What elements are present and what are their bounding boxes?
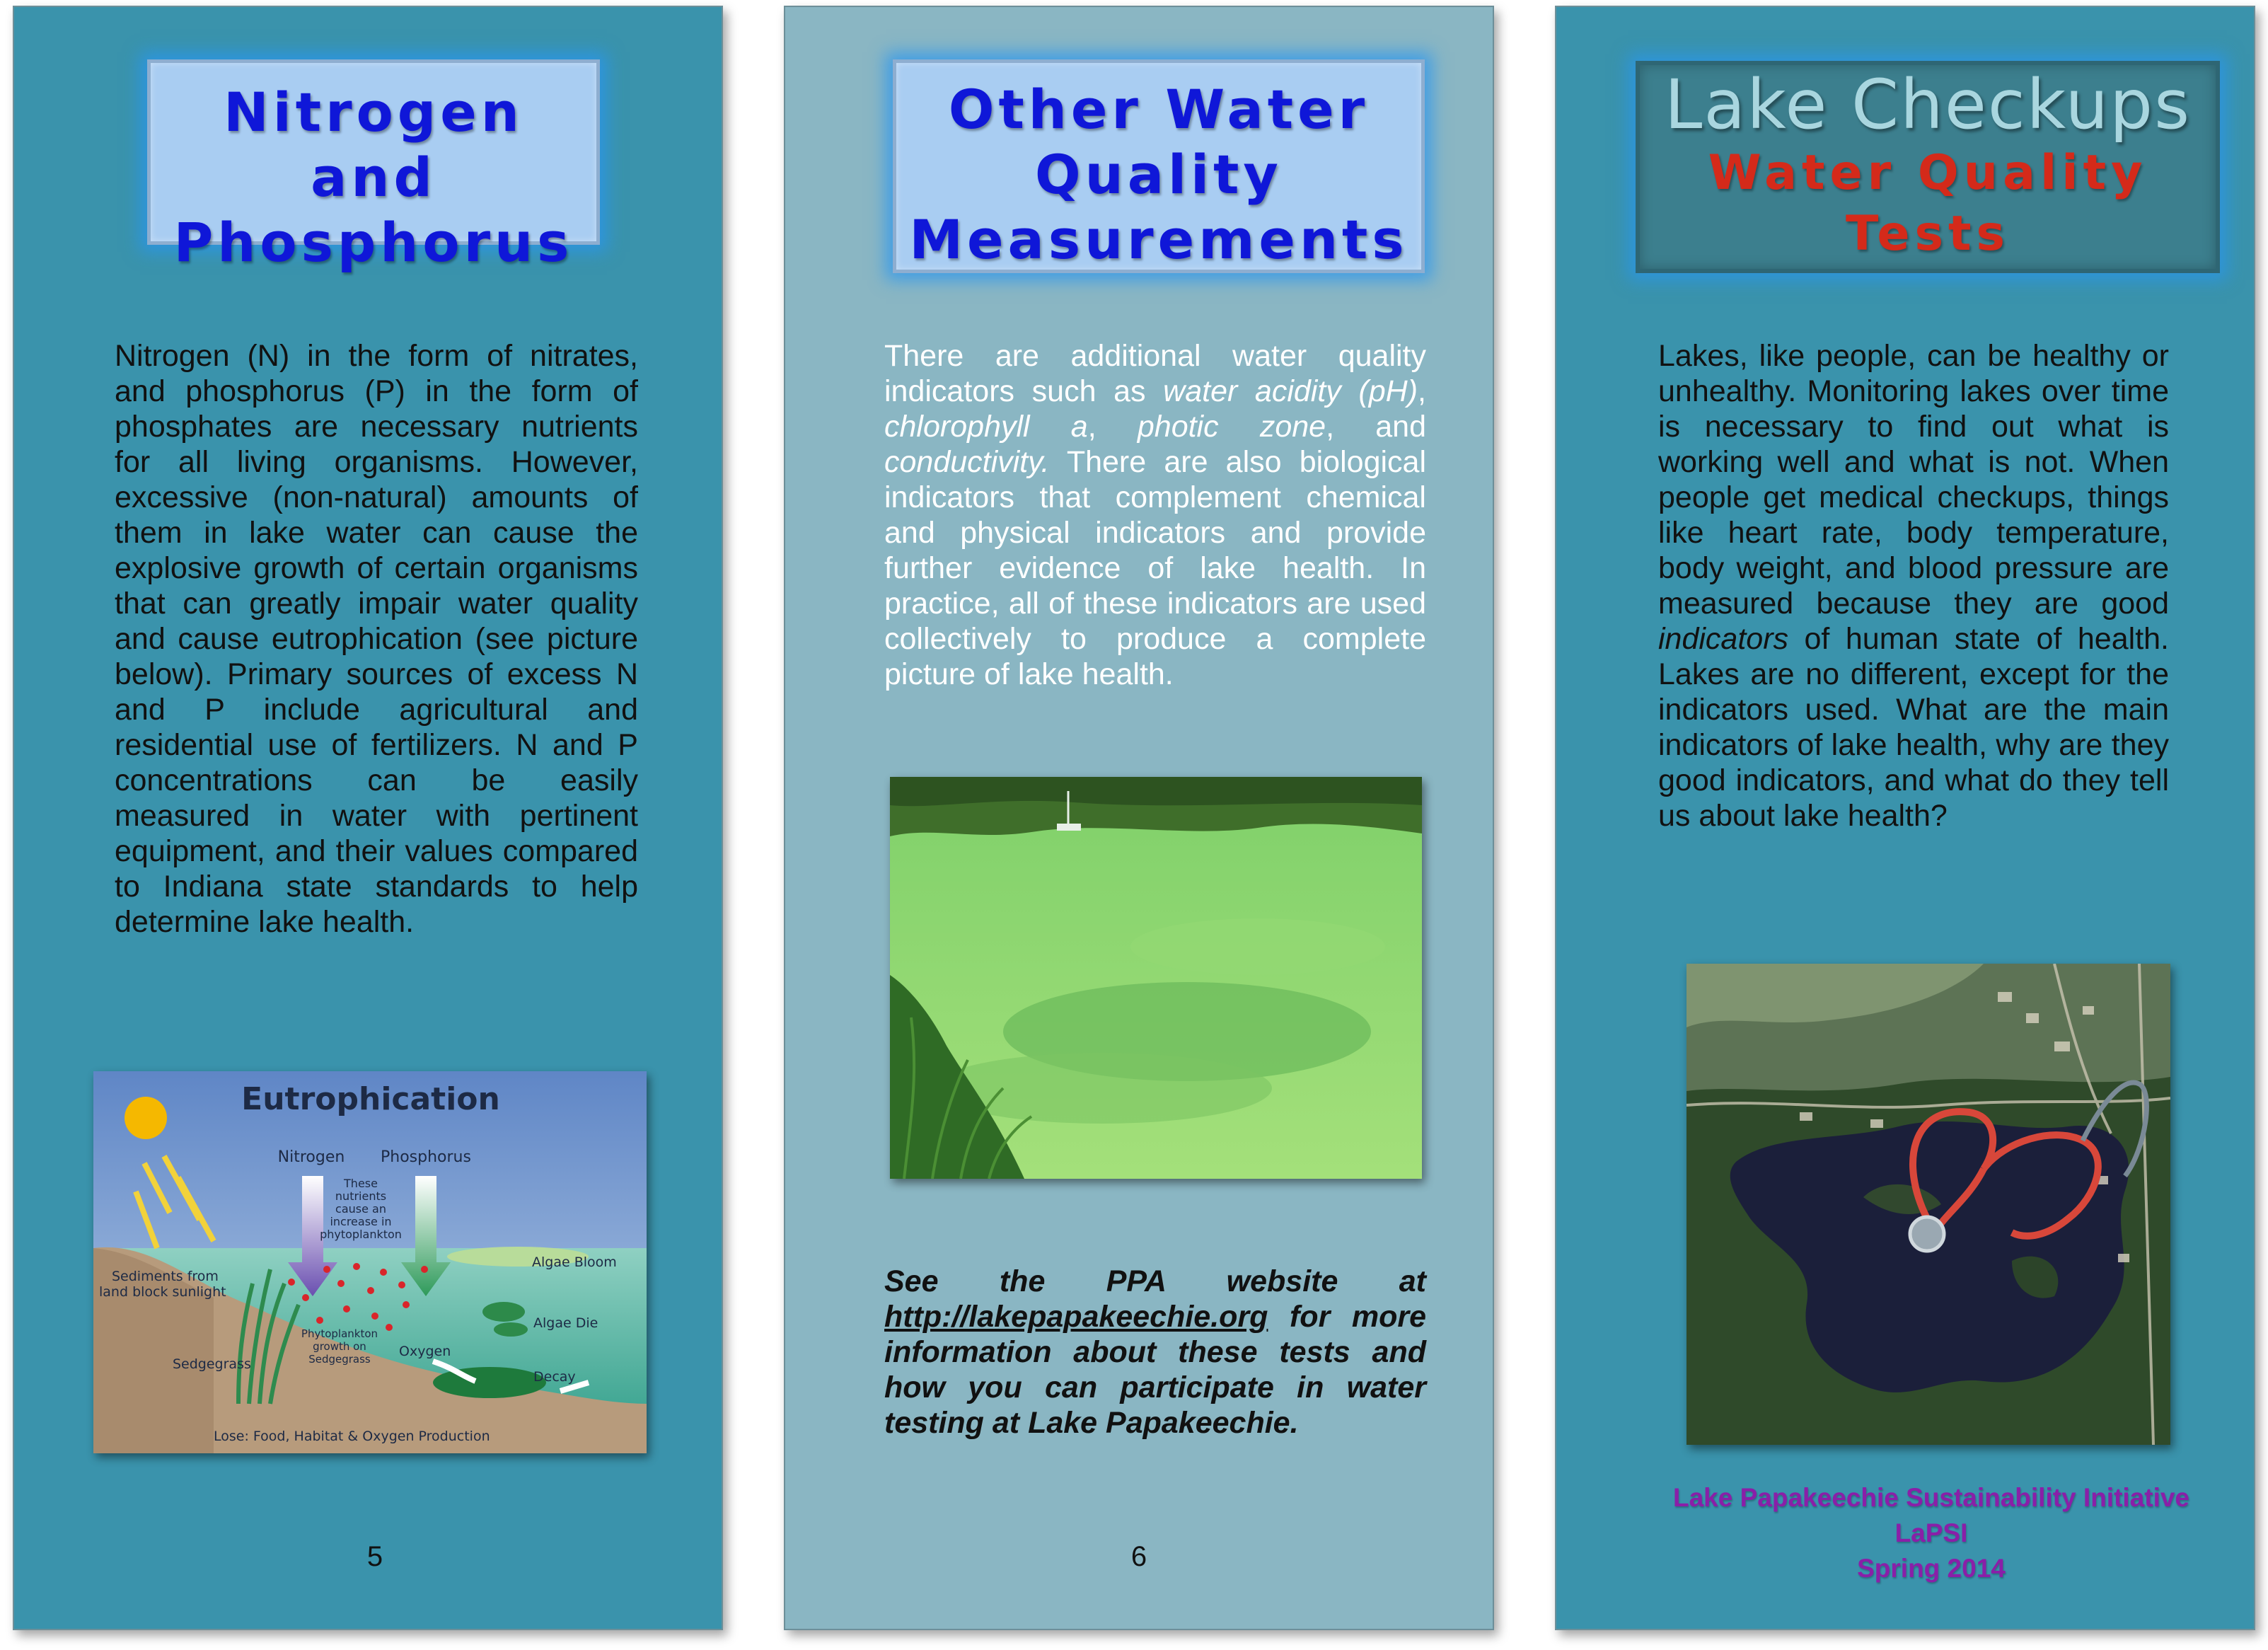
term-conductivity: conductivity. [884,445,1050,479]
label-phyto-1: Phytoplankton [301,1327,378,1340]
body-text-part2: There are also biological indicators that complement chemical and physical indicators and provide further evidence of lake health. In practice, all of these indicators are used collectively to produce a complete picture of lake health. [884,445,1426,691]
footer-lapsi [1655,1480,2207,1586]
sun-icon [125,1097,167,1139]
title-lake-checkups: Lake Checkups [1664,65,2192,144]
panel-page-6 [784,6,1494,1630]
title-box-nitrogen [147,59,600,274]
website-prefix: See the PPA website at [884,1264,1426,1298]
label-sedgegrass: Sedgegrass [173,1356,251,1372]
label-nutrients-3: cause an [335,1202,386,1216]
website-suffix: for more information about these tests and how you can participate in water testing at Lake Papakeechie. [884,1300,1426,1440]
aerial-lake-stethoscope-photo [1686,964,2170,1445]
body-sep1: , [1418,374,1426,408]
body-text-part1: There are additional water quality indicators such as [884,339,1426,408]
title-water-quality: Water Quality [1708,145,2148,201]
label-oxygen: Oxygen [399,1344,451,1359]
eutrophication-diagram [93,1071,647,1453]
decay-mound [433,1367,546,1398]
other-measurements-body-text [884,338,1426,692]
label-algae-bloom: Algae Bloom [532,1254,617,1270]
body-sep2: , [1087,410,1138,444]
ppa-website-note [884,1264,1426,1441]
body-sep3: , and [1326,410,1426,444]
title-box-other-measurements [893,59,1425,273]
label-nutrients-4: increase in [330,1215,392,1228]
term-chlorophyll: chlorophyll a [884,410,1088,444]
label-lose: Lose: Food, Habitat & Oxygen Production [214,1429,490,1444]
label-nutrients-5: phytoplankton [320,1228,402,1241]
lake-checkups-body-text [1658,338,2169,833]
diagram-title: Eutrophication [241,1081,500,1117]
panel-cover [1555,6,2255,1630]
label-sediments-1: Sediments from [112,1269,219,1284]
ppa-website-link[interactable]: http://lakepapakeechie.org [884,1300,1268,1334]
title-box-lake-checkups [1636,61,2220,273]
title-other-line2: Quality [1035,143,1283,206]
page-number-5: 5 [366,1541,383,1572]
label-nutrients-2: nutrients [335,1189,387,1203]
checkups-body-part1: Lakes, like people, can be healthy or unhealthy. Monitoring lakes over time is necessary to find out what is working well and what is not. When people get medical checkups, things like heart rate, body temperature, body weight, and blood pressure are measured because they are good [1658,339,2169,621]
title-nitrogen-line2: Phosphorus [173,211,574,274]
label-nitrogen: Nitrogen [277,1148,345,1166]
label-sediments-2: land block sunlight [99,1284,226,1300]
title-tests: Tests [1846,206,2010,262]
label-nutrients-1: These [344,1177,378,1190]
label-phosphorus: Phosphorus [381,1148,471,1166]
term-indicators: indicators [1658,622,1789,656]
panel-page-5 [13,6,723,1630]
footer-acronym: LaPSI [1894,1518,1968,1547]
nitrogen-body-text: Nitrogen (N) in the form of nitrates, and phosphorus (P) in the form of phosphates are necessary nutrients for all living organisms. However, excessive (non-natural) amounts of them in lake water can cause the explosive growth of certain organisms that can greatly impair water quality and cause eutrophication (see picture below). Primary sources of excess N and P include agricultural and residential use of fertilizers. N and P concentrations can be easily measured in water with pertinent equipment, and their values compared to Indiana state standards to help determine lake health. [115,339,638,939]
title-nitrogen-line1: Nitrogen and [224,81,523,209]
algae-lake-photo [890,777,1422,1179]
footer-date: Spring 2014 [1857,1554,2006,1583]
checkups-body-part2: of human state of health. Lakes are no different, except for the indicators used. What are the main indicators of lake health, why are they good indicators, and what do they tell us about lake health? [1658,622,2169,833]
label-phyto-2: growth on [313,1340,366,1353]
label-decay: Decay [533,1369,576,1385]
term-photic-zone: photic zone [1137,410,1326,444]
page-number-6: 6 [1130,1541,1147,1572]
footer-organization: Lake Papakeechie Sustainability Initiative [1672,1483,2190,1512]
title-other-line1: Other Water [948,78,1370,141]
label-algae-die: Algae Die [533,1315,598,1331]
title-other-line3: Measurements [909,208,1408,271]
boat-icon [1057,824,1081,831]
term-ph: water acidity (pH) [1163,374,1418,408]
label-phyto-3: Sedgegrass [308,1353,371,1366]
